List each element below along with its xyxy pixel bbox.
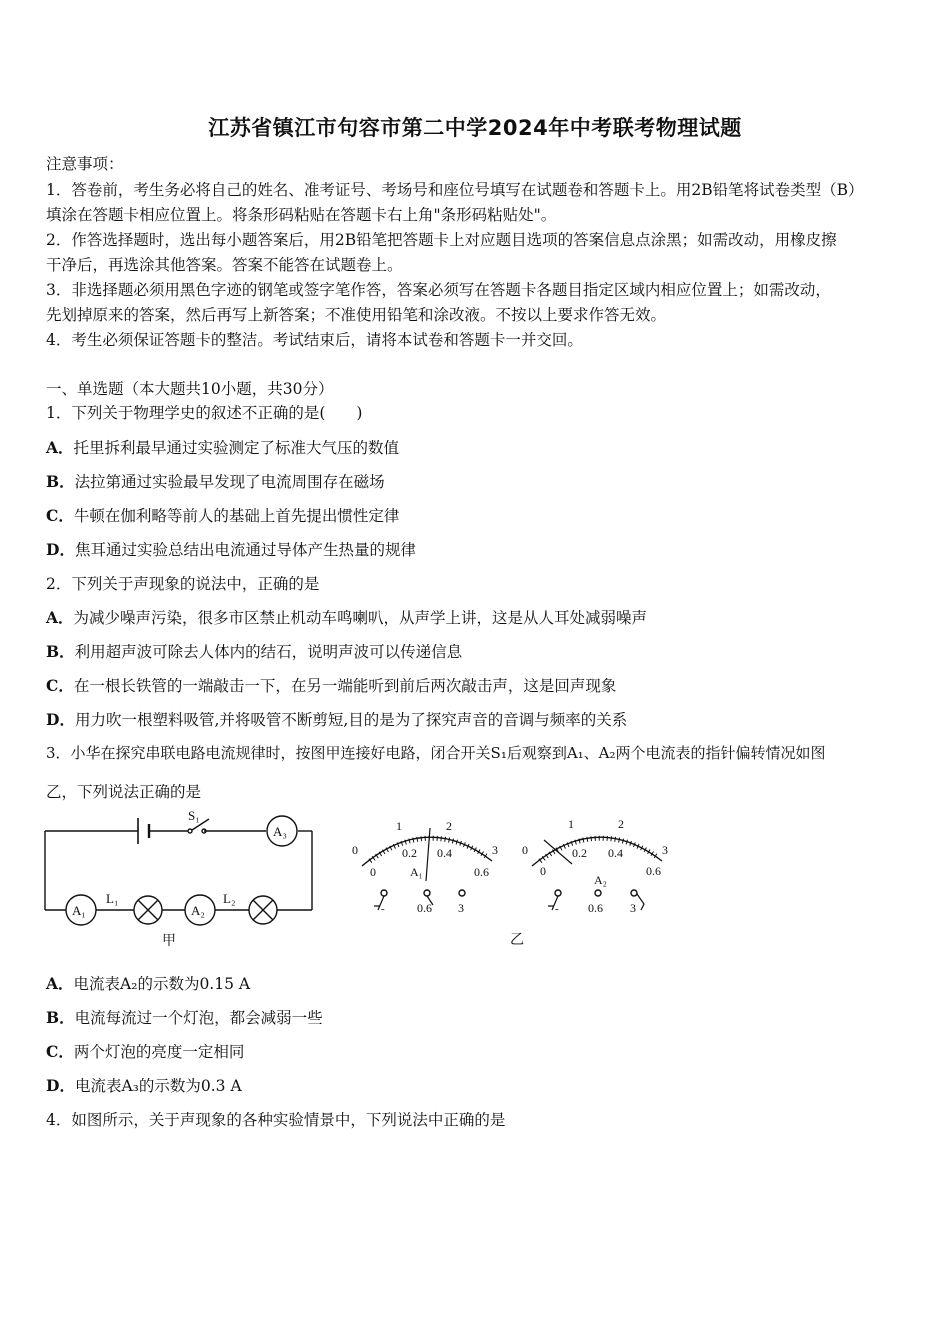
- scale-tick: 0.4: [608, 846, 623, 860]
- lamp-l1-label: L₁: [106, 891, 119, 906]
- option-text: 在一根长铁管的一端敲击一下，在另一端能听到前后两次敲击声，这是回声现象: [73, 677, 617, 695]
- circuit-caption: 甲: [162, 934, 176, 949]
- notice-line: 4．考生必须保证答题卡的整洁。考试结束后，请将本试卷和答题卡一并交回。: [46, 331, 583, 349]
- lamp-l1-icon: [134, 896, 162, 924]
- question-1-stem: 1．下列关于物理学史的叙述不正确的是( ): [46, 404, 363, 422]
- option-text: 用力吹一根塑料吸管,并将吸管不断剪短,目的是为了探究声音的音调与频率的关系: [74, 711, 628, 729]
- meters-caption: 乙: [510, 933, 524, 948]
- question-3-stem-cont: 乙，下列说法正确的是: [46, 783, 202, 801]
- scale-tick: 0.4: [437, 846, 452, 860]
- question-2-stem: 2．下列关于声现象的说法中，正确的是: [46, 575, 320, 593]
- meter-name: A₂: [594, 873, 607, 887]
- switch-icon: [188, 829, 192, 833]
- notice-line: 2．作答选择题时，选出每小题答案后，用2B铅笔把答题卡上对应题目选项的答案信息点涂黑；如需改动，用橡皮擦: [46, 231, 837, 249]
- option-text: 法拉第通过实验最早发现了电流周围存在磁场: [74, 473, 385, 491]
- notice-heading: 注意事项：: [46, 155, 124, 173]
- scale-tick: 0: [540, 864, 546, 878]
- q1-option-a: [46, 436, 399, 458]
- q1-option-d: [46, 538, 416, 560]
- terminal-label: 0.6: [417, 901, 432, 915]
- scale-tick: 0: [352, 843, 358, 857]
- question-3-stem: 3．小华在探究串联电路电流规律时，按图甲连接好电路，闭合开关S₁后观察到A₁、A₂两个电流表的指针偏转情况如图: [46, 744, 826, 762]
- meter-name: A₁: [410, 865, 423, 879]
- circuit-diagram: [45, 808, 312, 949]
- section-heading: 一、单选题（本大题共10小题，共30分）: [46, 380, 334, 398]
- scale-tick: 0: [522, 843, 528, 857]
- notice-line: 干净后，再选涂其他答案。答案不能答在试题卷上。: [46, 256, 403, 274]
- switch-label: S₁: [188, 808, 200, 823]
- lamp-l2-icon: [249, 896, 277, 924]
- ammeter-a2-label: A₂: [191, 903, 205, 918]
- option-text: 托里拆利最早通过实验测定了标准大气压的数值: [73, 439, 400, 457]
- option-letter: C．: [46, 676, 74, 695]
- ammeter-a1-label: A₁: [72, 903, 86, 918]
- terminal-label: 3: [630, 901, 636, 915]
- option-letter: B．: [46, 642, 75, 661]
- ammeter-a3-label: A₃: [273, 824, 287, 839]
- lamp-l2-label: L₂: [223, 891, 236, 906]
- scale-tick: 0.2: [572, 846, 587, 860]
- terminal-label: 0.6: [588, 901, 603, 915]
- option-text: 为减少噪声污染，很多市区禁止机动车鸣喇叭，从声学上讲，这是从人耳处减弱噪声: [73, 609, 648, 627]
- scale-tick: 0: [370, 865, 376, 879]
- q3-option-c: [46, 1040, 244, 1062]
- option-letter: A．: [46, 974, 74, 993]
- question-3-figure: [40, 806, 740, 956]
- scale-tick: 1: [568, 817, 574, 831]
- question-4-stem: 4．如图所示，关于声现象的各种实验情景中，下列说法中正确的是: [46, 1111, 506, 1129]
- option-text: 电流每流过一个灯泡，都会减弱一些: [74, 1009, 323, 1027]
- page-title: 江苏省镇江市句容市第二中学2024年中考联考物理试题: [208, 116, 742, 140]
- scale-tick: 2: [446, 819, 452, 833]
- q1-option-c: [46, 504, 399, 526]
- scale-tick: 3: [492, 843, 498, 857]
- ammeter-dial-a2: [522, 817, 668, 915]
- option-letter: C．: [46, 506, 74, 525]
- terminal-label: -: [555, 903, 559, 915]
- terminal-label: -: [381, 903, 385, 915]
- option-letter: D．: [46, 540, 75, 559]
- option-text: 电流表A₂的示数为0.15 A: [73, 975, 251, 993]
- notice-line: 填涂在答题卡相应位置上。将条形码粘贴在答题卡右上角"条形码粘贴处"。: [46, 206, 557, 224]
- q3-option-b: [46, 1006, 323, 1028]
- option-letter: D．: [46, 710, 75, 729]
- q3-option-a: [46, 972, 250, 994]
- notice-line: 1．答卷前，考生务必将自己的姓名、准考证号、考场号和座位号填写在试题卷和答题卡上。用2B铅笔将试卷类型（B）: [46, 181, 864, 199]
- notice-line: 先划掉原来的答案，然后再写上新答案；不准使用铅笔和涂改液。不按以上要求作答无效。: [46, 306, 667, 324]
- option-letter: B．: [46, 1008, 75, 1027]
- q2-option-c: [46, 674, 616, 696]
- scale-tick: 3: [662, 843, 668, 857]
- option-text: 利用超声波可除去人体内的结石，说明声波可以传递信息: [74, 643, 463, 661]
- q2-option-d: [46, 708, 627, 730]
- scale-tick: 1: [396, 819, 402, 833]
- option-letter: A．: [46, 608, 74, 627]
- scale-tick: 0.2: [402, 846, 417, 860]
- option-text: 电流表A₃的示数为0.3 A: [74, 1077, 242, 1095]
- notice-line: 3．非选择题必须用黑色字迹的钢笔或签字笔作答，答案必须写在答题卡各题目指定区域内相应位置上；如需改动，: [46, 281, 831, 299]
- scale-tick: 0.6: [646, 864, 661, 878]
- option-letter: B．: [46, 472, 75, 491]
- q2-option-b: [46, 640, 462, 662]
- q3-option-d: [46, 1074, 242, 1096]
- q1-option-b: [46, 470, 385, 492]
- terminal-label: 3: [458, 901, 464, 915]
- ammeter-dial-a1: [352, 819, 498, 915]
- option-letter: C．: [46, 1042, 74, 1061]
- scale-tick: 2: [618, 817, 624, 831]
- option-letter: A．: [46, 438, 74, 457]
- option-text: 两个灯泡的亮度一定相同: [73, 1043, 245, 1061]
- needle-icon: [426, 828, 430, 881]
- option-letter: D．: [46, 1076, 75, 1095]
- option-text: 焦耳通过实验总结出电流通过导体产生热量的规律: [74, 541, 416, 559]
- option-text: 牛顿在伽利略等前人的基础上首先提出惯性定律: [73, 507, 400, 525]
- scale-tick: 0.6: [474, 865, 489, 879]
- q2-option-a: [46, 606, 647, 628]
